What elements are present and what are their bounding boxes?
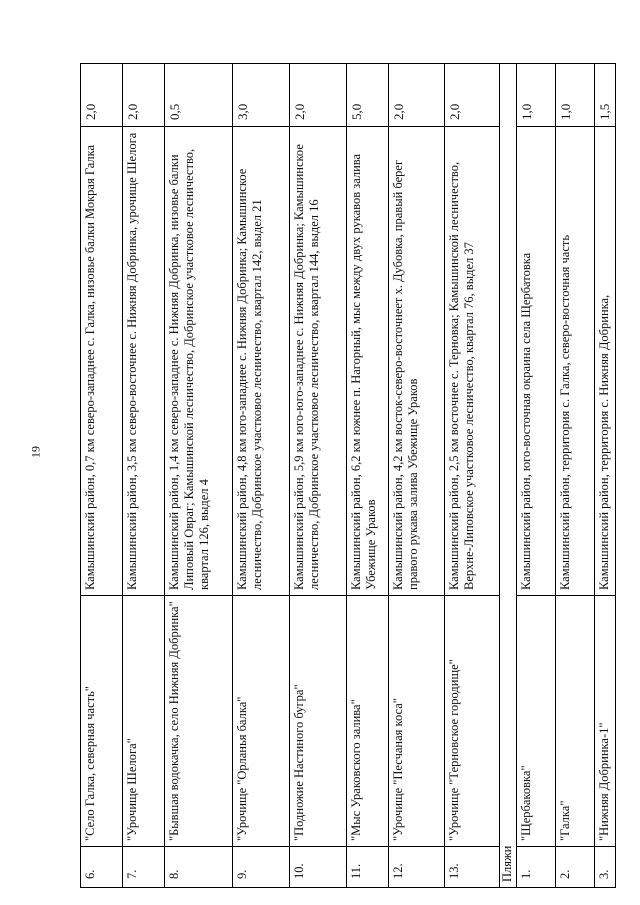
- object-location: Камышинский район, 4,2 км восток-северо-восточнеет х. Дубовка, правый берег правого рукава залива Убежище Ураков: [389, 127, 445, 596]
- table-row: [595, 64, 616, 888]
- object-location: Камышинский район, 5,9 км юго-юго-западнее с. Нижняя Добринка; Камышинское лесничество, Добринское участковое лесничество, квартал 144, выдел 16: [290, 127, 347, 596]
- object-area: 2,0: [389, 64, 445, 127]
- object-location: Камышинский район, территория с. Галка, северо-восточная часть: [556, 127, 595, 596]
- object-area: 1,0: [556, 64, 595, 127]
- object-area: 1,5: [595, 64, 616, 127]
- object-name: "Бывшая водокачка, село Нижняя Добринка": [165, 596, 233, 847]
- row-number: 10.: [290, 847, 347, 888]
- object-name: "Мыс Ураковского залива": [347, 596, 389, 847]
- object-name: "Село Галка, северная часть": [81, 596, 123, 847]
- object-location: Камышинский район, 0,7 км северо-западнее с. Галка, низовье балки Мокрая Галка: [81, 127, 123, 596]
- object-location: Камышинский район, юго-восточная окраина села Щербатовка: [517, 127, 556, 596]
- object-area: 5,0: [347, 64, 389, 127]
- row-number: 9.: [233, 847, 290, 888]
- object-area: 2,0: [445, 64, 500, 127]
- object-location: Камышинский район, 1,4 км северо-западнее с. Нижняя Добринка, низовье балки Липовый Овраг; Камышинской лесничество, Добринское участковое лесничество, квартал 126, выдел 4: [165, 127, 233, 596]
- object-area: 2,0: [123, 64, 165, 127]
- object-name: "Подножие Настиного бугра": [290, 596, 347, 847]
- object-area: 2,0: [81, 64, 123, 127]
- object-location: Камышинский район, 4,8 км юго-западнее с. Нижняя Добринка; Камышинское лесничество, Добринское участковое лесничество, квартал 142, выдел 21: [233, 127, 290, 596]
- section-header-row: [500, 64, 517, 888]
- row-number: 13.: [445, 847, 500, 888]
- object-name: "Нижняя Добринка-1": [595, 596, 616, 847]
- object-name: "Галка": [556, 596, 595, 847]
- row-number: 3.: [595, 847, 616, 888]
- object-name: "Урочище "Песчаная коса": [389, 596, 445, 847]
- object-name: "Щербаковка": [517, 596, 556, 847]
- object-name: "Урочище "Орланья балка": [233, 596, 290, 847]
- object-name: "Урочище Шелога": [123, 596, 165, 847]
- row-number: 12.: [389, 847, 445, 888]
- protected-areas-table: [80, 63, 616, 888]
- table-row: [389, 64, 445, 888]
- table-row: [165, 64, 233, 888]
- row-number: 2.: [556, 847, 595, 888]
- section-title: Пляжи: [500, 64, 517, 888]
- object-location: Камышинский район, 6,2 км южнее п. Нагорный, мыс между двух рукавов залива Убежище Ураков: [347, 127, 389, 596]
- object-area: 2,0: [290, 64, 347, 127]
- table-row: [81, 64, 123, 888]
- table-row: [123, 64, 165, 888]
- object-area: 1,0: [517, 64, 556, 127]
- row-number: 11.: [347, 847, 389, 888]
- page-number: 19: [28, 446, 43, 458]
- table-row: [290, 64, 347, 888]
- table-row: [347, 64, 389, 888]
- table-row: [445, 64, 500, 888]
- object-area: 3,0: [233, 64, 290, 127]
- row-number: 1.: [517, 847, 556, 888]
- table-row: [233, 64, 290, 888]
- object-area: 0,5: [165, 64, 233, 127]
- object-location: Камышинский район, территория с. Нижняя Добринка,: [595, 127, 616, 596]
- row-number: 6.: [81, 847, 123, 888]
- row-number: 7.: [123, 847, 165, 888]
- row-number: 8.: [165, 847, 233, 888]
- rotated-table-container: [80, 64, 612, 888]
- table-row: [556, 64, 595, 888]
- object-location: Камышинский район, 3,5 км северо-восточнее с. Нижняя Добринка, урочище Шелога: [123, 127, 165, 596]
- object-name: "Урочище "Терновское городище": [445, 596, 500, 847]
- object-location: Камышинский район, 2,5 км восточнее с. Терновка; Камышинской лесничество, Верхне-Липовское участковое лесничество, квартал 76, выдел 37: [445, 127, 500, 596]
- table-row: [517, 64, 556, 888]
